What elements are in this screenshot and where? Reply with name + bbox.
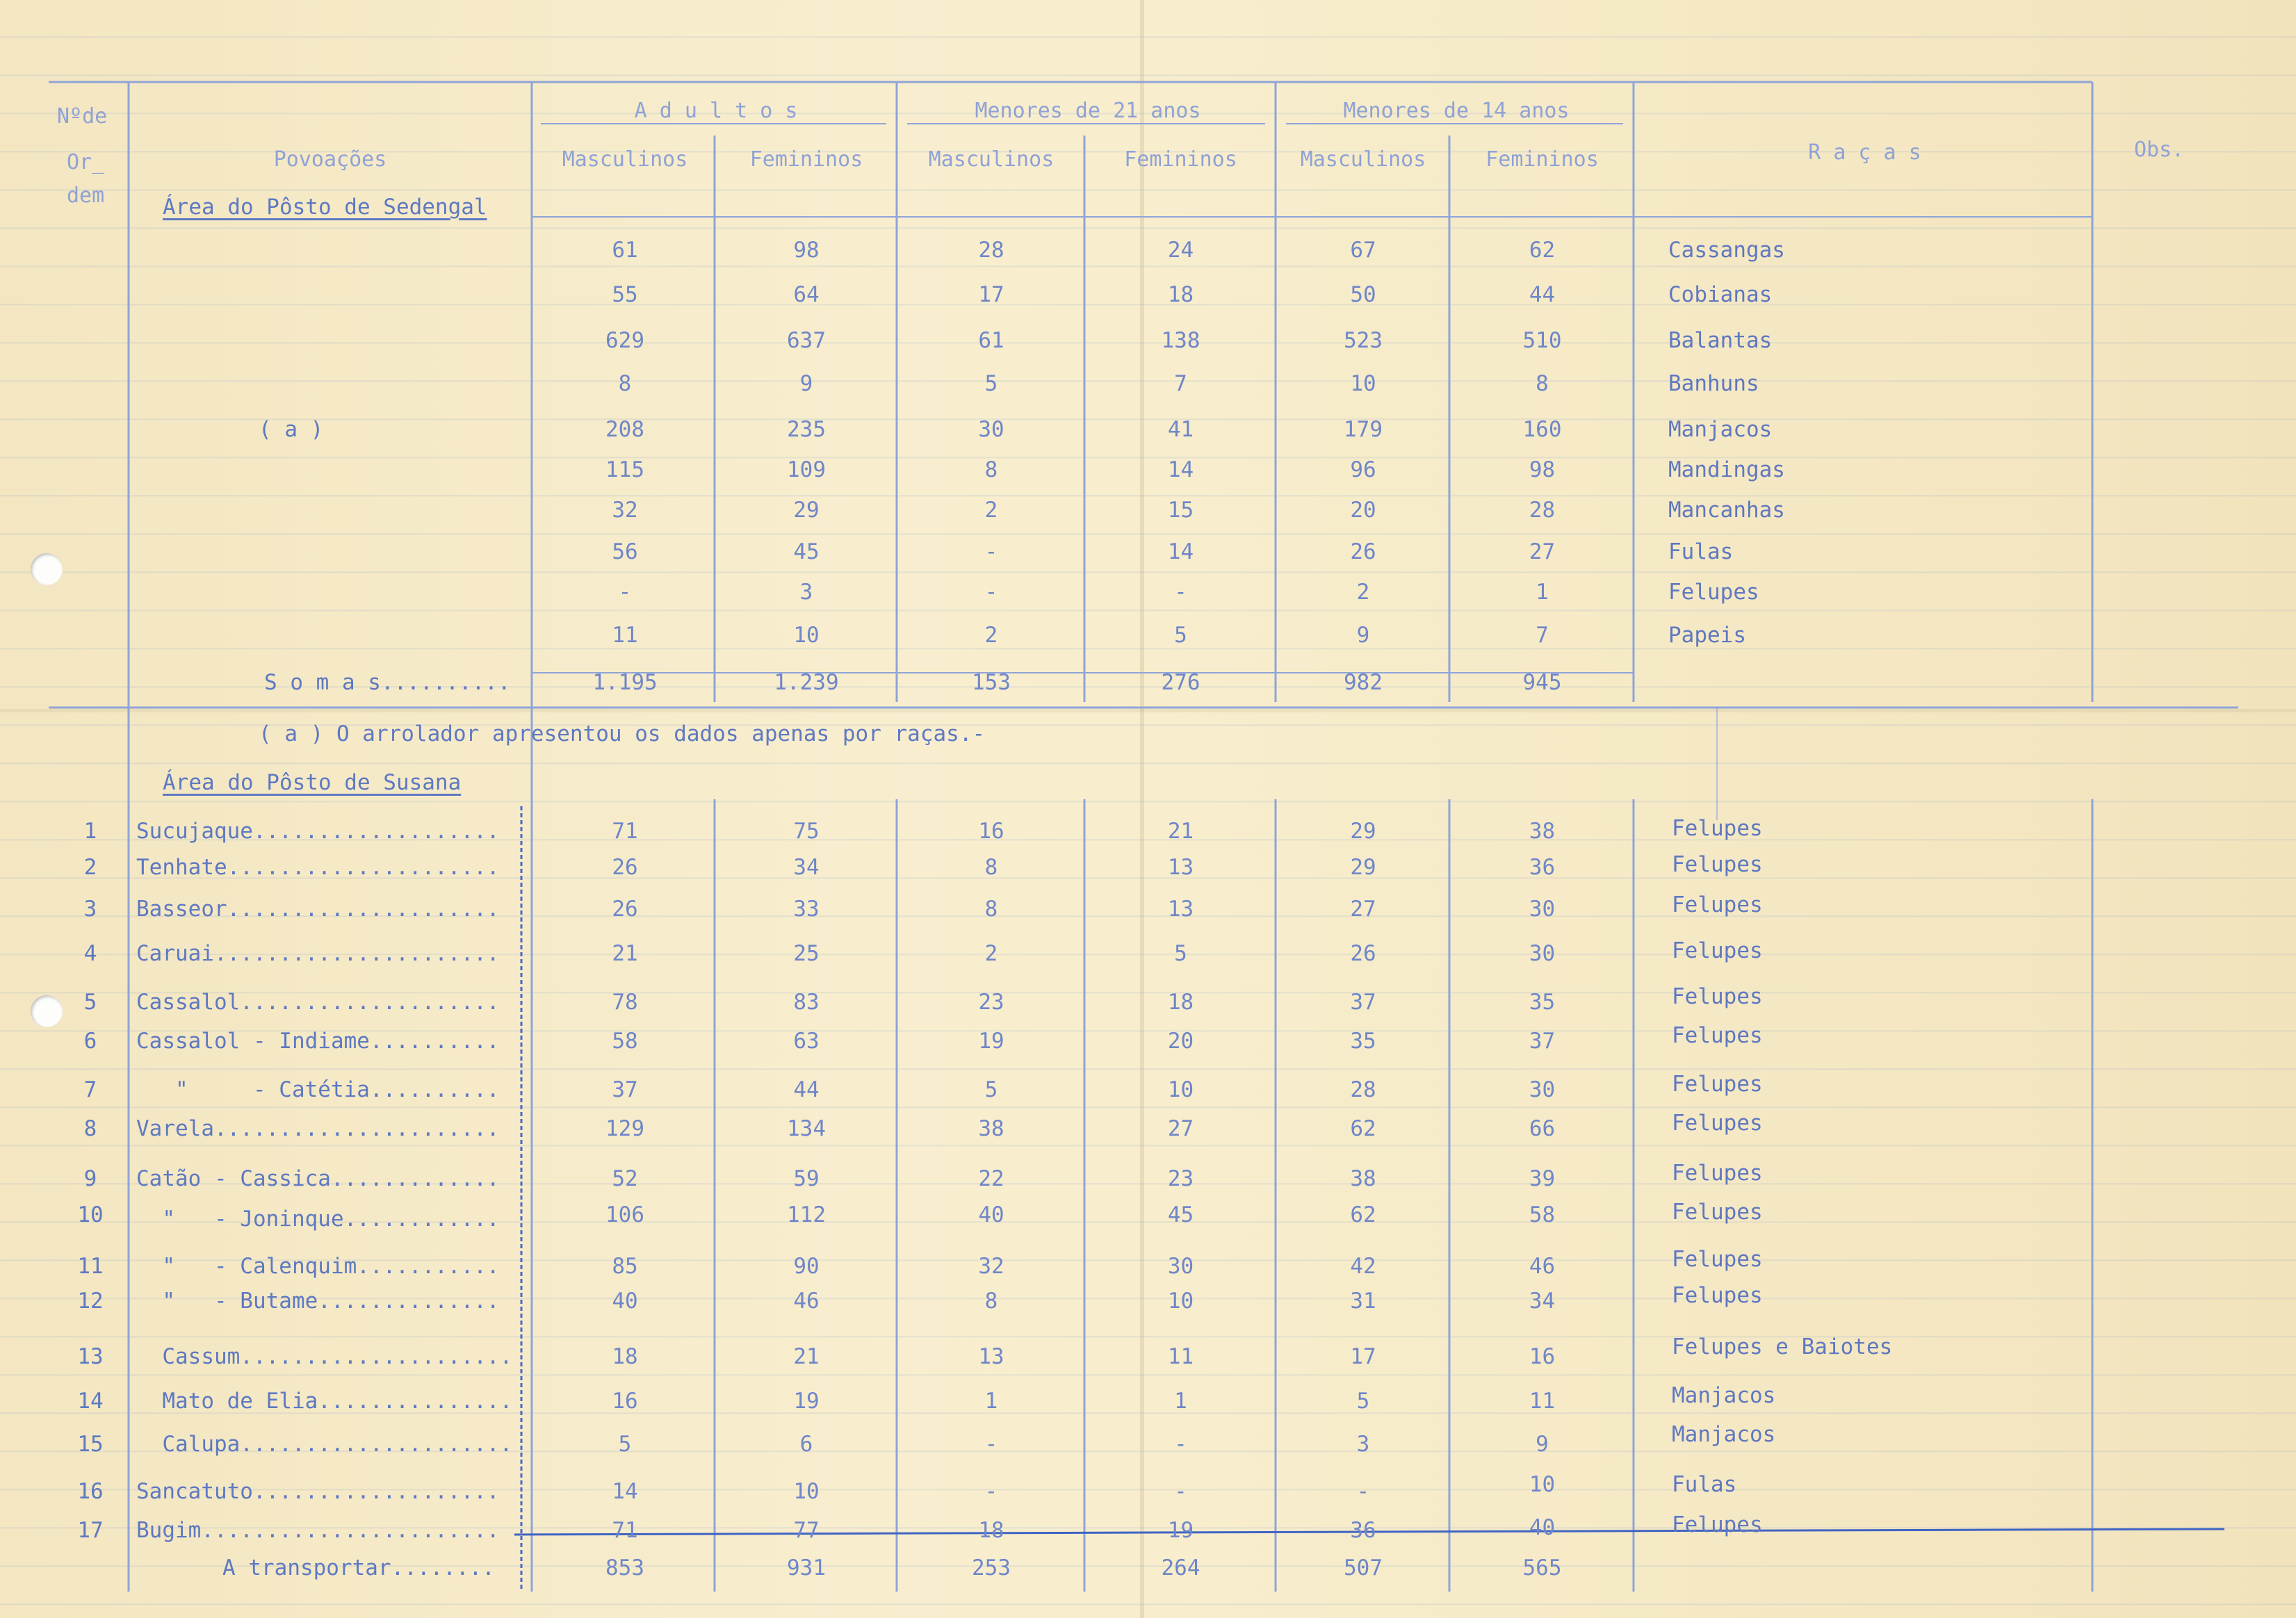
m14-masc-value: 179 <box>1344 417 1383 442</box>
m21-masc-value: 22 <box>978 1166 1004 1191</box>
m14-fem-value: 30 <box>1529 897 1556 922</box>
adults-masc-value: 52 <box>612 1166 638 1191</box>
carry-label: A transportar........ <box>222 1555 495 1580</box>
m14-masc-value: 67 <box>1350 238 1376 263</box>
adults-fem-value: 25 <box>793 941 820 966</box>
adults-masc-value: 16 <box>612 1389 638 1414</box>
carry-adults-fem: 931 <box>787 1555 826 1580</box>
m14-masc-value: 2 <box>1356 580 1370 605</box>
m21-fem-value: 30 <box>1167 1254 1194 1279</box>
m21-fem-value: 41 <box>1167 417 1194 442</box>
m21-masc-value: 38 <box>978 1116 1004 1141</box>
adults-fem-value: 75 <box>793 819 820 844</box>
m14-masc-value: 26 <box>1350 539 1376 564</box>
m21-masc-value: 8 <box>984 897 998 922</box>
order-number: 13 <box>77 1344 104 1369</box>
m14-fem-value: 11 <box>1529 1389 1556 1414</box>
race-value: Felupes <box>1672 984 1763 1009</box>
village-name: Calupa..................... <box>136 1432 513 1457</box>
m21-masc-value: 32 <box>978 1254 1004 1279</box>
carry-m14-masc: 507 <box>1344 1555 1383 1580</box>
adults-masc-value: 40 <box>612 1289 638 1314</box>
m14-masc-value: 50 <box>1350 282 1376 307</box>
m14-masc-value: 27 <box>1350 897 1376 922</box>
race-value: Balantas <box>1668 328 1773 353</box>
race-value: Manjacos <box>1672 1422 1776 1447</box>
adults-fem-value: 98 <box>793 238 820 263</box>
m14-masc-value: 29 <box>1350 855 1376 880</box>
order-number: 1 <box>83 819 97 844</box>
village-name: Cassum..................... <box>136 1344 513 1369</box>
adults-fem-value: 44 <box>793 1077 820 1102</box>
m21-masc-value: 1 <box>984 1389 998 1414</box>
section1-total-label: S o m a s.......... <box>264 670 511 695</box>
total-m21-masc: 153 <box>972 670 1011 695</box>
race-value: Cobianas <box>1668 282 1773 307</box>
village-name: Caruai...................... <box>136 941 500 966</box>
m14-masc-value: 10 <box>1350 371 1376 396</box>
adults-fem-value: 637 <box>787 328 826 353</box>
m21-masc-value: 40 <box>978 1202 1004 1227</box>
header-m14-fem: Femininos <box>1485 147 1599 172</box>
adults-fem-value: 112 <box>787 1202 826 1227</box>
total-adults-masc: 1.195 <box>592 670 658 695</box>
village-name: Catão - Cassica............. <box>136 1166 500 1191</box>
m14-fem-value: 16 <box>1529 1344 1556 1369</box>
carry-m21-fem: 264 <box>1161 1555 1200 1580</box>
order-number: 5 <box>83 990 97 1015</box>
m21-masc-value: 30 <box>978 417 1004 442</box>
total-m21-fem: 276 <box>1161 670 1200 695</box>
m14-fem-value: 35 <box>1529 990 1556 1015</box>
m14-fem-value: 10 <box>1529 1472 1556 1497</box>
race-value: Mancanhas <box>1668 498 1785 523</box>
header-minors-21: Menores de 21 anos <box>975 99 1201 123</box>
village-name: Sucujaque................... <box>136 819 500 844</box>
adults-masc-value: 18 <box>612 1344 638 1369</box>
m21-masc-value: - <box>984 580 998 605</box>
adults-fem-value: 29 <box>793 498 820 523</box>
village-name: " - Catétia.......... <box>136 1077 500 1102</box>
m14-fem-value: 37 <box>1529 1029 1556 1054</box>
adults-fem-value: 19 <box>793 1389 820 1414</box>
m21-masc-value: 18 <box>978 1518 1004 1543</box>
m14-fem-value: 9 <box>1536 1432 1549 1457</box>
village-name: Sancatuto................... <box>136 1479 500 1504</box>
m21-masc-value: 5 <box>984 1077 998 1102</box>
m14-masc-value: 36 <box>1350 1518 1376 1543</box>
m21-fem-value: 18 <box>1167 990 1194 1015</box>
m14-masc-value: 3 <box>1356 1432 1370 1457</box>
m21-masc-value: - <box>984 1432 998 1457</box>
m21-fem-value: 7 <box>1174 371 1187 396</box>
adults-masc-value: 58 <box>612 1029 638 1054</box>
race-value: Cassangas <box>1668 238 1785 263</box>
order-number: 4 <box>83 941 97 966</box>
m14-masc-value: 96 <box>1350 457 1376 482</box>
m21-fem-value: 15 <box>1167 498 1194 523</box>
adults-fem-value: 90 <box>793 1254 820 1279</box>
m21-masc-value: 16 <box>978 819 1004 844</box>
adults-masc-value: 115 <box>605 457 644 482</box>
m21-masc-value: 8 <box>984 457 998 482</box>
m21-masc-value: 23 <box>978 990 1004 1015</box>
race-value: Felupes <box>1672 938 1763 963</box>
m14-fem-value: 7 <box>1536 623 1549 648</box>
adults-fem-value: 10 <box>793 623 820 648</box>
adults-masc-value: 208 <box>605 417 644 442</box>
adults-masc-value: 14 <box>612 1479 638 1504</box>
m14-masc-value: 28 <box>1350 1077 1376 1102</box>
carry-adults-masc: 853 <box>605 1555 644 1580</box>
adults-masc-value: 37 <box>612 1077 638 1102</box>
adults-masc-value: 11 <box>612 623 638 648</box>
adults-fem-value: 21 <box>793 1344 820 1369</box>
adults-masc-value: 71 <box>612 1518 638 1543</box>
adults-fem-value: 83 <box>793 990 820 1015</box>
village-name: Bugim....................... <box>136 1518 500 1543</box>
m14-fem-value: 28 <box>1529 498 1556 523</box>
adults-masc-value: 106 <box>605 1202 644 1227</box>
header-races: R a ç a s <box>1808 140 1921 165</box>
race-value: Felupes <box>1668 580 1759 605</box>
order-number: 7 <box>83 1077 97 1102</box>
village-name: " - Calenquim........... <box>136 1254 500 1279</box>
m21-masc-value: 2 <box>984 623 998 648</box>
village-name: " - Joninque............ <box>136 1207 500 1232</box>
village-name: Mato de Elia............... <box>136 1389 513 1414</box>
race-value: Papeis <box>1668 623 1746 648</box>
order-number: 11 <box>77 1254 104 1279</box>
race-value: Felupes <box>1672 1023 1763 1048</box>
adults-masc-value: 78 <box>612 990 638 1015</box>
adults-masc-value: 8 <box>618 371 632 396</box>
m21-fem-value: 1 <box>1174 1389 1187 1414</box>
m21-fem-value: 10 <box>1167 1077 1194 1102</box>
m21-masc-value: 2 <box>984 498 998 523</box>
m14-fem-value: 40 <box>1529 1515 1556 1540</box>
m14-fem-value: 160 <box>1522 417 1562 442</box>
race-value: Mandingas <box>1668 457 1785 482</box>
m21-fem-value: 10 <box>1167 1289 1194 1314</box>
adults-masc-value: 26 <box>612 897 638 922</box>
m14-masc-value: 42 <box>1350 1254 1376 1279</box>
race-value: Fulas <box>1672 1472 1737 1497</box>
header-order-line2: Or_ <box>67 150 105 174</box>
adults-fem-value: 46 <box>793 1289 820 1314</box>
section1-title: Área do Pôsto de Sedengal <box>163 195 487 220</box>
m21-fem-value: - <box>1174 580 1187 605</box>
order-number: 16 <box>77 1479 104 1504</box>
m21-fem-value: 24 <box>1167 238 1194 263</box>
m14-masc-value: 29 <box>1350 819 1376 844</box>
adults-fem-value: 235 <box>787 417 826 442</box>
m21-fem-value: 18 <box>1167 282 1194 307</box>
adults-fem-value: 33 <box>793 897 820 922</box>
village-name: Cassalol.................... <box>136 990 500 1015</box>
order-number: 15 <box>77 1432 104 1457</box>
order-number: 10 <box>77 1202 104 1227</box>
adults-masc-value: 71 <box>612 819 638 844</box>
race-value: Felupes <box>1672 1247 1763 1272</box>
header-adults: A d u l t o s <box>634 99 798 123</box>
m14-fem-value: 1 <box>1536 580 1549 605</box>
m21-masc-value: 5 <box>984 371 998 396</box>
order-number: 2 <box>83 855 97 880</box>
adults-masc-value: 32 <box>612 498 638 523</box>
race-value: Felupes <box>1672 852 1763 877</box>
race-value: Felupes e Baiotes <box>1672 1334 1893 1359</box>
adults-masc-value: 85 <box>612 1254 638 1279</box>
section2-title: Área do Pôsto de Susana <box>163 770 462 795</box>
m21-fem-value: 138 <box>1161 328 1200 353</box>
m14-masc-value: 62 <box>1350 1116 1376 1141</box>
m14-fem-value: 66 <box>1529 1116 1556 1141</box>
header-m14-masc: Masculinos <box>1300 147 1426 172</box>
m14-fem-value: 30 <box>1529 941 1556 966</box>
header-obs: Obs. <box>2134 138 2185 162</box>
m21-fem-value: 13 <box>1167 897 1194 922</box>
m14-fem-value: 44 <box>1529 282 1556 307</box>
carry-m14-fem: 565 <box>1522 1555 1562 1580</box>
adults-masc-value: 129 <box>605 1116 644 1141</box>
adults-masc-value: 21 <box>612 941 638 966</box>
adults-fem-value: 6 <box>799 1432 813 1457</box>
m21-fem-value: 13 <box>1167 855 1194 880</box>
adults-fem-value: 3 <box>799 580 813 605</box>
adults-masc-value: 629 <box>605 328 644 353</box>
m14-masc-value: 62 <box>1350 1202 1376 1227</box>
adults-masc-value: 5 <box>618 1432 632 1457</box>
race-value: Manjacos <box>1668 417 1773 442</box>
m14-masc-value: - <box>1356 1479 1370 1504</box>
m21-masc-value: 17 <box>978 282 1004 307</box>
m21-fem-value: - <box>1174 1432 1187 1457</box>
m14-masc-value: 26 <box>1350 941 1376 966</box>
adults-masc-value: 56 <box>612 539 638 564</box>
header-m21-masc: Masculinos <box>928 147 1055 172</box>
order-number: 8 <box>83 1116 97 1141</box>
race-value: Felupes <box>1672 892 1763 917</box>
adults-fem-value: 109 <box>787 457 826 482</box>
adults-fem-value: 134 <box>787 1116 826 1141</box>
adults-fem-value: 59 <box>793 1166 820 1191</box>
race-value: Felupes <box>1672 1111 1763 1136</box>
race-value: Felupes <box>1672 1200 1763 1225</box>
race-value: Felupes <box>1672 1072 1763 1097</box>
m21-masc-value: 2 <box>984 941 998 966</box>
m21-masc-value: 13 <box>978 1344 1004 1369</box>
m14-fem-value: 8 <box>1536 371 1549 396</box>
adults-fem-value: 77 <box>793 1518 820 1543</box>
order-number: 9 <box>83 1166 97 1191</box>
race-value: Fulas <box>1668 539 1734 564</box>
m21-fem-value: 14 <box>1167 539 1194 564</box>
order-number: 17 <box>77 1518 104 1543</box>
m14-fem-value: 39 <box>1529 1166 1556 1191</box>
carry-m21-masc: 253 <box>972 1555 1011 1580</box>
header-order-line3: dem <box>67 183 105 208</box>
race-value: Manjacos <box>1672 1383 1776 1408</box>
m21-fem-value: 20 <box>1167 1029 1194 1054</box>
m14-fem-value: 510 <box>1522 328 1562 353</box>
m14-fem-value: 98 <box>1529 457 1556 482</box>
m21-fem-value: 11 <box>1167 1344 1194 1369</box>
m21-fem-value: 27 <box>1167 1116 1194 1141</box>
race-value: Felupes <box>1672 1512 1763 1537</box>
order-number: 14 <box>77 1389 104 1414</box>
m14-fem-value: 62 <box>1529 238 1556 263</box>
m14-masc-value: 523 <box>1344 328 1383 353</box>
m21-masc-value: 8 <box>984 1289 998 1314</box>
village-name: " - Butame.............. <box>136 1289 500 1314</box>
race-value: Felupes <box>1672 816 1763 841</box>
m14-masc-value: 37 <box>1350 990 1376 1015</box>
m14-masc-value: 20 <box>1350 498 1376 523</box>
total-m14-masc: 982 <box>1344 670 1383 695</box>
header-order-line1: Nºde <box>57 104 108 129</box>
m14-fem-value: 27 <box>1529 539 1556 564</box>
header-adults-fem: Femininos <box>749 147 863 172</box>
m21-fem-value: 5 <box>1174 941 1187 966</box>
adults-fem-value: 64 <box>793 282 820 307</box>
m21-fem-value: 19 <box>1167 1518 1194 1543</box>
race-value: Felupes <box>1672 1161 1763 1186</box>
total-m14-fem: 945 <box>1522 670 1562 695</box>
m14-fem-value: 36 <box>1529 855 1556 880</box>
adults-masc-value: 61 <box>612 238 638 263</box>
m14-masc-value: 17 <box>1350 1344 1376 1369</box>
m14-fem-value: 58 <box>1529 1202 1556 1227</box>
m14-fem-value: 30 <box>1529 1077 1556 1102</box>
village-name: Varela...................... <box>136 1116 500 1141</box>
m14-fem-value: 38 <box>1529 819 1556 844</box>
section1-note: ( a ) O arrolador apresentou os dados apenas por raças.- <box>259 721 986 746</box>
order-number: 3 <box>83 897 97 922</box>
m14-masc-value: 35 <box>1350 1029 1376 1054</box>
m14-masc-value: 9 <box>1356 623 1370 648</box>
m21-fem-value: - <box>1174 1479 1187 1504</box>
m14-masc-value: 38 <box>1350 1166 1376 1191</box>
m21-masc-value: 19 <box>978 1029 1004 1054</box>
adults-masc-value: - <box>618 580 632 605</box>
adults-fem-value: 9 <box>799 371 813 396</box>
race-value: Banhuns <box>1668 371 1759 396</box>
adults-fem-value: 63 <box>793 1029 820 1054</box>
m21-fem-value: 23 <box>1167 1166 1194 1191</box>
section1-rows-label: ( a ) <box>259 417 324 442</box>
m21-masc-value: 28 <box>978 238 1004 263</box>
village-name: Basseor..................... <box>136 897 500 922</box>
village-name: Cassalol - Indiame.......... <box>136 1029 500 1054</box>
race-value: Felupes <box>1672 1283 1763 1308</box>
m21-fem-value: 5 <box>1174 623 1187 648</box>
m21-fem-value: 14 <box>1167 457 1194 482</box>
m21-masc-value: 61 <box>978 328 1004 353</box>
m21-masc-value: - <box>984 539 998 564</box>
m14-masc-value: 5 <box>1356 1389 1370 1414</box>
adults-masc-value: 26 <box>612 855 638 880</box>
m14-fem-value: 34 <box>1529 1289 1556 1314</box>
order-number: 6 <box>83 1029 97 1054</box>
header-adults-masc: Masculinos <box>562 147 688 172</box>
total-adults-fem: 1.239 <box>774 670 839 695</box>
m21-fem-value: 45 <box>1167 1202 1194 1227</box>
adults-masc-value: 55 <box>612 282 638 307</box>
village-name: Tenhate..................... <box>136 855 500 880</box>
header-m21-fem: Femininos <box>1124 147 1237 172</box>
adults-fem-value: 45 <box>793 539 820 564</box>
m21-masc-value: 8 <box>984 855 998 880</box>
header-minors-14: Menores de 14 anos <box>1343 99 1570 123</box>
m21-masc-value: - <box>984 1479 998 1504</box>
adults-fem-value: 10 <box>793 1479 820 1504</box>
adults-fem-value: 34 <box>793 855 820 880</box>
order-number: 12 <box>77 1289 104 1314</box>
m14-masc-value: 31 <box>1350 1289 1376 1314</box>
header-villages: Povoações <box>273 147 387 172</box>
m14-fem-value: 46 <box>1529 1254 1556 1279</box>
m21-fem-value: 21 <box>1167 819 1194 844</box>
